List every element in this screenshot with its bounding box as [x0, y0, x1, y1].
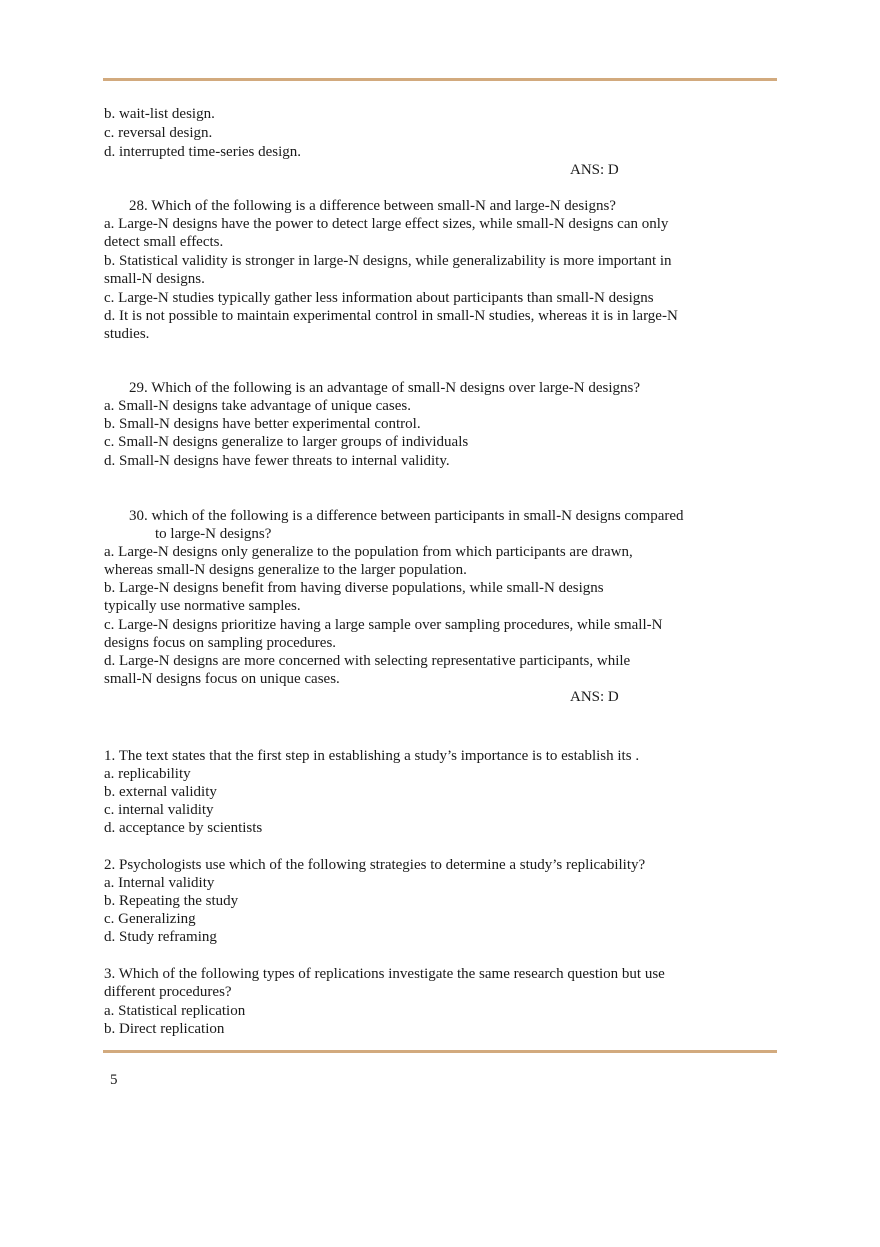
- q29-option: a. Small-N designs take advantage of unique cases.: [104, 398, 411, 414]
- q29-option: d. Small-N designs have fewer threats to internal validity.: [104, 453, 450, 469]
- q1-option: b. external validity: [104, 784, 217, 800]
- q28-line: d. It is not possible to maintain experimental control in small-N studies, whereas it is in large-N: [104, 308, 678, 324]
- q30-line: c. Large-N designs prioritize having a large sample over sampling procedures, while small-N: [104, 617, 663, 633]
- question-2-stem: 2. Psychologists use which of the following strategies to determine a study’s replicability?: [104, 857, 646, 873]
- q30-line: small-N designs focus on unique cases.: [104, 671, 340, 687]
- q1-option: a. replicability: [104, 766, 191, 782]
- option-c: c. reversal design.: [104, 125, 213, 141]
- q28-line: detect small effects.: [104, 234, 224, 250]
- q2-option: a. Internal validity: [104, 875, 215, 891]
- q30-line: typically use normative samples.: [104, 598, 301, 614]
- q29-option: c. Small-N designs generalize to larger groups of individuals: [104, 434, 469, 450]
- q30-line: b. Large-N designs benefit from having diverse populations, while small-N designs: [104, 580, 604, 596]
- q3-option: a. Statistical replication: [104, 1003, 246, 1019]
- option-d: d. interrupted time-series design.: [104, 144, 302, 160]
- q2-option: c. Generalizing: [104, 911, 196, 927]
- q2-option: b. Repeating the study: [104, 893, 239, 909]
- q28-line: small-N designs.: [104, 271, 205, 287]
- q30-line: whereas small-N designs generalize to the larger population.: [104, 562, 467, 578]
- question-28-stem: 28. Which of the following is a difference between small-N and large-N designs?: [129, 198, 616, 214]
- answer-key: ANS: D: [570, 162, 619, 178]
- question-29-stem: 29. Which of the following is an advantage of small-N designs over large-N designs?: [129, 380, 640, 396]
- q30-line: a. Large-N designs only generalize to the population from which participants are drawn,: [104, 544, 633, 560]
- header-rule: [103, 78, 777, 81]
- q28-line: studies.: [104, 326, 150, 342]
- q30-line: d. Large-N designs are more concerned with selecting representative participants, while: [104, 653, 631, 669]
- q30-line: designs focus on sampling procedures.: [104, 635, 337, 651]
- question-30-stem-cont: to large-N designs?: [155, 526, 272, 542]
- page-number: 5: [110, 1072, 118, 1088]
- question-1-stem: 1. The text states that the first step in establishing a study’s importance is to establish its .: [104, 748, 640, 764]
- q1-option: c. internal validity: [104, 802, 214, 818]
- q1-option: d. acceptance by scientists: [104, 820, 263, 836]
- question-30-stem: 30. which of the following is a difference between participants in small-N designs compared: [129, 508, 684, 524]
- question-3-stem-cont: different procedures?: [104, 984, 232, 1000]
- q3-option: b. Direct replication: [104, 1021, 225, 1037]
- question-3-stem: 3. Which of the following types of replications investigate the same research question but use: [104, 966, 665, 982]
- q29-option: b. Small-N designs have better experimental control.: [104, 416, 421, 432]
- q28-line: b. Statistical validity is stronger in large-N designs, while generalizability is more important in: [104, 253, 672, 269]
- footer-rule: [103, 1050, 777, 1053]
- answer-key: ANS: D: [570, 689, 619, 705]
- q28-line: c. Large-N studies typically gather less information about participants than small-N designs: [104, 290, 654, 306]
- q2-option: d. Study reframing: [104, 929, 217, 945]
- option-b: b. wait-list design.: [104, 106, 215, 122]
- q28-line: a. Large-N designs have the power to detect large effect sizes, while small-N designs can only: [104, 216, 669, 232]
